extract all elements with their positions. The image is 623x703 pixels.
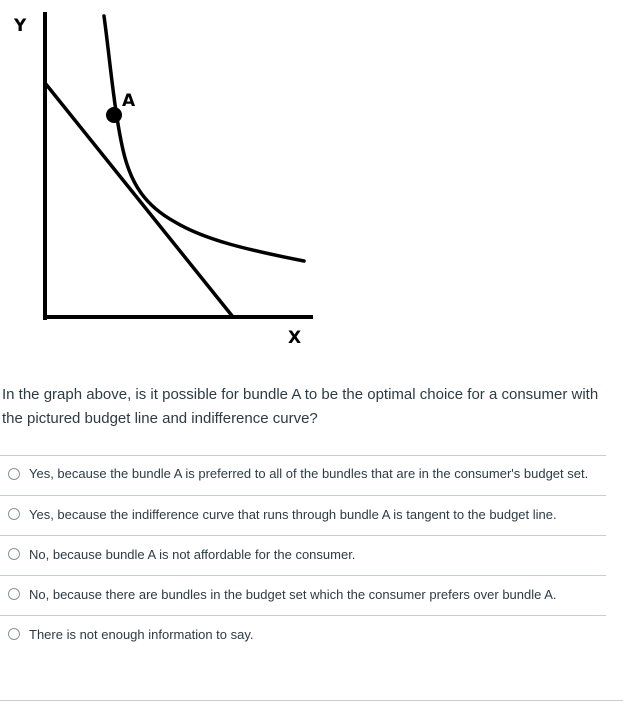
answer-option-label: Yes, because the bundle A is preferred to all of the bundles that are in the consumer's budget set. xyxy=(29,466,589,481)
radio-button-icon[interactable] xyxy=(8,508,20,520)
question-text: In the graph above, is it possible for bundle A to be the optimal choice for a consumer with the pictured budget line and indifference curve? xyxy=(2,386,599,427)
x-axis-label: X xyxy=(288,328,302,348)
indifference-curve xyxy=(104,16,304,261)
bundle-a-label: A xyxy=(122,91,136,111)
answer-option-1[interactable] xyxy=(0,455,606,495)
budget-line xyxy=(45,83,233,317)
answer-option-label: No, because bundle A is not affordable for the consumer. xyxy=(29,547,356,562)
radio-button-icon[interactable] xyxy=(8,548,20,560)
answer-option-label: There is not enough information to say. xyxy=(29,627,254,642)
answer-option-5[interactable] xyxy=(0,615,606,655)
radio-button-icon[interactable] xyxy=(8,588,20,600)
y-axis-label: Y xyxy=(14,16,27,36)
answer-list xyxy=(0,455,606,655)
answer-option-4[interactable] xyxy=(0,575,606,615)
radio-button-icon[interactable] xyxy=(8,628,20,640)
answer-option-3[interactable] xyxy=(0,535,606,575)
answer-option-2[interactable] xyxy=(0,495,606,535)
bottom-divider xyxy=(0,700,623,701)
bundle-a-point xyxy=(106,107,122,123)
radio-button-icon[interactable] xyxy=(8,468,20,480)
answer-option-label: Yes, because the indifference curve that runs through bundle A is tangent to the budget line. xyxy=(29,507,557,522)
answer-option-label: No, because there are bundles in the budget set which the consumer prefers over bundle A. xyxy=(29,587,557,602)
